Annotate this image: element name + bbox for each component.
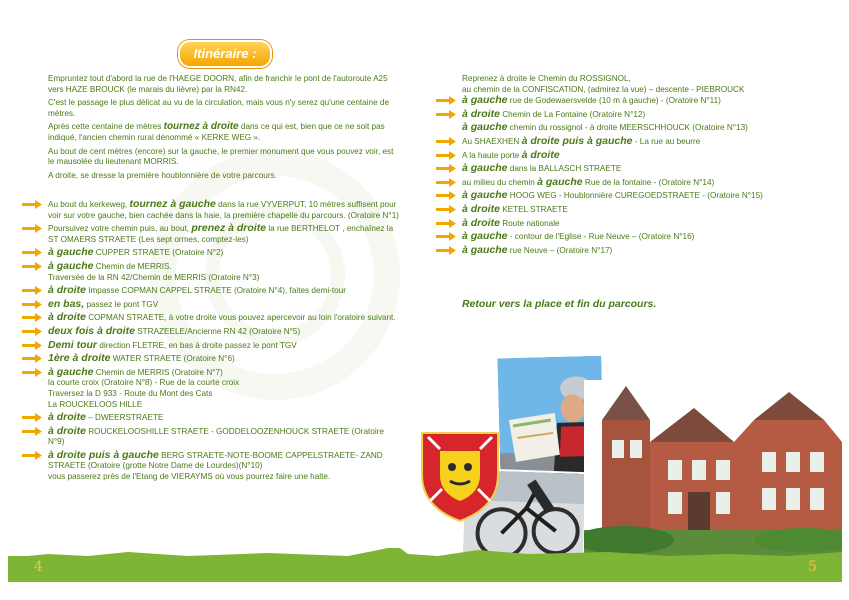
intro-paragraph	[48, 122, 398, 143]
arrow-right-icon	[22, 427, 42, 436]
intro-direction: tournez à droite	[163, 121, 239, 133]
route-step	[436, 231, 796, 243]
page-number-right: 5	[808, 559, 817, 575]
arrow-right-icon	[22, 248, 42, 257]
route-step	[22, 450, 402, 483]
coat-of-arms-icon	[418, 423, 502, 523]
intro-text: A droite, se dresse la première houblonnière de votre parcours.	[48, 170, 277, 180]
step-prefix: Au SHAEXHEN	[462, 136, 522, 146]
route-step	[436, 136, 796, 148]
step-text: Rue de la fontaine - (Oratoire N°14)	[582, 177, 715, 187]
step-text: ROUCKELOOSHILLE STRAETE - GODDELOOZENHOUCK STRAETE (Oratoire N°9)	[48, 426, 384, 447]
step-direction: à gauche	[462, 243, 508, 256]
arrow-right-icon	[22, 224, 42, 233]
town-hall-photo	[584, 380, 842, 558]
step-text: CUPPER STRAETE (Oratoire N°2)	[93, 248, 224, 258]
intro-paragraphs	[48, 74, 398, 184]
step-text: la rue BERTHELOT , enchaînez la ST OMAERS STRAETE (Les sept ormes, comptez-les)	[48, 224, 394, 244]
step-direction: à droite	[48, 424, 86, 437]
arrow-right-icon	[436, 137, 456, 146]
step-direction: à droite	[521, 148, 560, 161]
step-prefix: au milieu du chemin	[462, 177, 538, 187]
step-text: STRAZEELE/Ancienne RN 42 (Oratoire N°5)	[134, 326, 301, 336]
step-text: chemin du rossignol - à droite MEERSCHHOUCK (Oratoire N°13)	[507, 123, 748, 133]
step-direction: deux fois à droite	[48, 324, 135, 337]
step-line: la courte croix (Oratoire N°8) - Rue de la courte croix	[48, 378, 240, 388]
intro-text: Empruntez tout d'abord la rue de l'HAEGE DOORN, afin de franchir le pont de l'autoroute A25 vers HAZE BROUCK (le marais du lièvre) par la RN42.	[48, 74, 388, 94]
route-step	[436, 109, 796, 121]
arrow-right-icon	[436, 232, 456, 241]
right-intro-line: Reprenez à droite le Chemin du ROSSIGNOL,	[462, 74, 631, 83]
right-steps-list	[436, 95, 796, 256]
arrow-right-icon	[436, 151, 456, 160]
arrow-right-icon	[436, 246, 456, 255]
step-line: vous passerez près de l'Etang de VIERAYMS où vous pourrez faire une halte.	[48, 472, 331, 482]
arrow-right-icon	[22, 413, 42, 422]
step-direction: à gauche	[462, 162, 508, 175]
arrow-right-icon	[22, 341, 42, 350]
arrow-right-icon	[22, 368, 42, 377]
step-direction: à gauche	[48, 259, 94, 272]
step-direction: à gauche	[462, 189, 508, 202]
arrow-right-icon	[436, 191, 456, 200]
arrow-right-icon	[436, 178, 456, 187]
intro-paragraph	[48, 74, 398, 95]
step-direction: à droite	[462, 216, 500, 229]
intro-paragraph	[48, 147, 398, 168]
step-text: HOOG WEG - Houblonnière CUREGOEDSTRAETE - (Oratoire N°15)	[507, 191, 763, 201]
step-direction: à gauche	[48, 365, 94, 378]
right-column	[436, 74, 796, 258]
route-step	[22, 199, 402, 221]
route-step	[436, 163, 796, 175]
route-step	[22, 326, 402, 338]
step-line: La ROUCKELOOS HILLE	[48, 399, 143, 409]
route-step	[436, 204, 796, 216]
step-direction: à droite	[48, 311, 86, 324]
step-text: passez le pont TGV	[84, 299, 159, 309]
step-line: Traversez la D 933 - Route du Mont des Cats	[48, 388, 213, 398]
route-step	[436, 150, 796, 162]
arrow-right-icon	[22, 354, 42, 363]
route-step	[22, 426, 402, 448]
step-text: dans la rue VYVERPUT, 10 mètres suffisent pour voir sur votre gauche, bien cachée dans la haie, la première chapelle du parcours. (Oratoire N°1)	[48, 200, 399, 220]
step-text: - contour de l'Eglise - Rue Neuve – (Oratoire N°16)	[507, 232, 695, 242]
route-step	[22, 412, 402, 424]
page-number-left: 4	[34, 559, 43, 575]
step-line: Traversée de la RN 42/Chemin de MERRIS (Oratoire N°3)	[48, 272, 260, 282]
arrow-right-icon	[22, 300, 42, 309]
step-direction: à gauche	[462, 94, 508, 107]
step-text: direction FLETRE, en bas à droite passez le pont TGV	[97, 340, 297, 350]
arrow-right-icon	[436, 205, 456, 214]
step-direction: à gauche	[462, 230, 508, 243]
arrow-right-icon	[436, 164, 456, 173]
step-text: – DWEERSTRAETE	[85, 413, 164, 423]
left-steps-list	[22, 199, 402, 485]
arrow-right-icon	[22, 286, 42, 295]
step-text: KETEL STRAETE	[499, 204, 568, 214]
step-direction: à droite puis à gauche	[521, 134, 633, 147]
route-step	[22, 247, 402, 259]
step-direction: à droite puis à gauche	[48, 448, 159, 461]
step-direction: à gauche	[537, 175, 583, 188]
step-prefix: Au bout du kerkeweg,	[48, 200, 130, 209]
step-direction: 1ère à droite	[48, 352, 111, 365]
arrow-right-icon	[436, 110, 456, 119]
right-intro-line: au chemin de la CONFISCATION, (admirez la vue) – descente - PIEBROUCK	[462, 84, 745, 94]
route-step	[22, 312, 402, 324]
step-text: rue Neuve – (Oratoire N°17)	[507, 245, 613, 255]
step-text: - La rue au beurre	[632, 136, 701, 146]
step-text: BERG STRAETE-NOTE-BOOME CAPPELSTRAETE- ZAND STRAETE (Oratoire (grotte Notre Dame de Lourdes)(N°10)	[48, 450, 383, 471]
step-text: Chemin de La Fontaine (Oratoire N°12)	[499, 109, 646, 119]
route-step	[436, 245, 796, 257]
intro-paragraph	[48, 171, 398, 182]
step-text: Chemin de MERRIS (Oratoire N°7)	[93, 367, 223, 377]
route-step	[22, 340, 402, 352]
step-direction: en bas,	[48, 297, 85, 310]
itinerary-title: Itinéraire :	[178, 40, 272, 68]
route-step	[436, 218, 796, 230]
route-step	[436, 122, 796, 134]
arrow-right-icon	[22, 200, 42, 209]
route-step	[22, 299, 402, 311]
step-direction: à droite	[462, 107, 500, 120]
step-prefix: Poursuivez votre chemin puis, au bout,	[48, 224, 192, 234]
intro-text: dans ce qui est, bien que ce ne soit pas indiqué, l'ancien chemin rural dénommé « KERKE WEG ».	[48, 122, 385, 142]
arrow-right-icon	[436, 219, 456, 228]
route-step	[22, 353, 402, 365]
step-text: WATER STRAETE (Oratoire N°6)	[110, 354, 235, 364]
route-step	[22, 261, 402, 283]
step-direction: à gauche	[462, 121, 508, 134]
arrow-right-icon	[436, 96, 456, 105]
step-text: dans la BALLASCH STRAETE	[507, 164, 622, 174]
step-prefix: A la haute porte	[462, 150, 522, 160]
arrow-right-icon	[22, 327, 42, 336]
route-step	[22, 367, 402, 410]
step-direction: à droite	[48, 411, 86, 424]
intro-text: C'est le passage le plus délicat au vu de la circulation, mais vous n'y serez qu'une centaine de mètres.	[48, 98, 390, 118]
route-step	[22, 285, 402, 297]
step-direction: à droite	[462, 202, 500, 215]
step-direction: à gauche	[48, 246, 94, 259]
grass-footer-band	[8, 556, 842, 582]
step-text: rue de Godewaersvelde (10 m à gauche) - (Oratoire N°11)	[507, 96, 721, 106]
closing-text: Retour vers la place et fin du parcours.	[462, 298, 657, 310]
route-step	[22, 223, 402, 245]
route-step	[436, 95, 796, 107]
route-step	[436, 177, 796, 189]
step-text: Chemin de MERRIS.	[93, 261, 172, 271]
arrow-right-icon	[22, 313, 42, 322]
arrow-right-icon	[22, 451, 42, 460]
right-intro	[436, 74, 796, 95]
step-direction: Demi tour	[48, 338, 98, 351]
intro-paragraph	[48, 98, 398, 119]
intro-text: Après cette centaine de mètres	[48, 122, 164, 132]
step-direction: prenez à droite	[191, 222, 267, 235]
route-step	[436, 190, 796, 202]
step-direction: tournez à gauche	[129, 198, 216, 210]
intro-text: Au bout de cent mètres (encore) sur la gauche, le premier monument que vous pouvez voir, est le mausolée du lieutenant MORRIS.	[48, 146, 394, 167]
arrow-right-icon	[22, 262, 42, 271]
step-text: Route nationale	[499, 218, 560, 228]
step-text: Impasse COPMAN CAPPEL STRAETE (Oratoire N°4), faites demi-tour	[85, 286, 346, 296]
step-text: COPMAN STRAETE, à votre droite vous pouvez apercevoir au loin l'oratoire suivant.	[85, 313, 396, 323]
step-direction: à droite	[48, 284, 86, 297]
